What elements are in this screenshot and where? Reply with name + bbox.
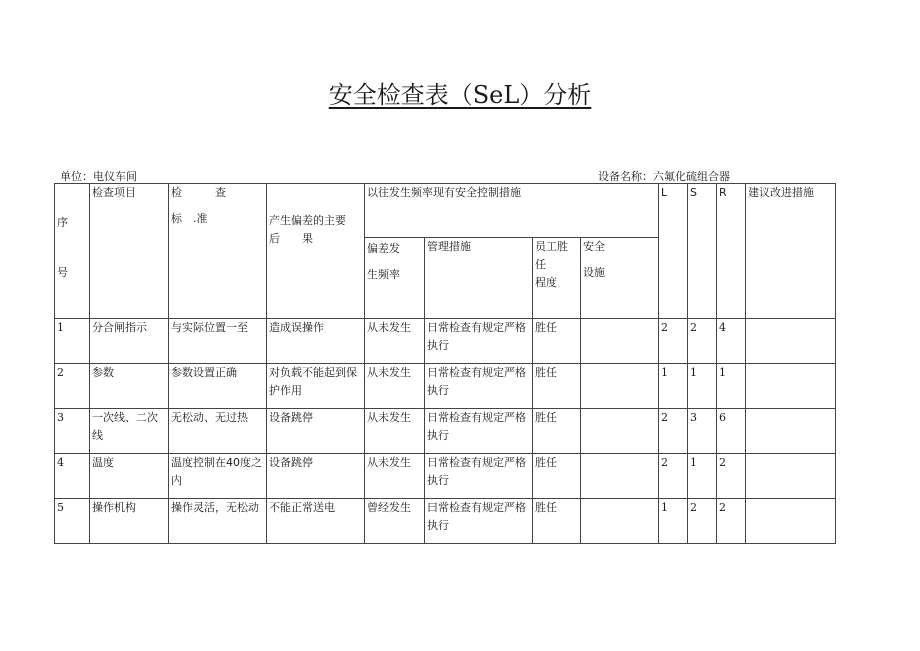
row-number: 3 (55, 409, 90, 454)
row-consequence: 不能正常送电 (267, 499, 365, 544)
row-standard: 操作灵活，无松动 (169, 499, 267, 544)
row-standard: 无松动、无过热 (169, 409, 267, 454)
row-frequency: 曾经发生 (365, 499, 425, 544)
table-row (55, 499, 836, 544)
row-competence: 胜任 (533, 319, 581, 364)
unit-label: 单位：电仪车间 (60, 170, 137, 183)
row-frequency: 从未发生 (365, 454, 425, 499)
header-competence (533, 238, 581, 319)
row-R: 1 (717, 364, 746, 409)
table-row (55, 319, 836, 364)
row-L: 2 (659, 319, 688, 364)
table-row (55, 454, 836, 499)
header-standard (169, 184, 267, 319)
row-frequency: 从未发生 (365, 364, 425, 409)
row-management: 日常检查有规定严格执行 (425, 454, 533, 499)
document-title-text: 安全检查表（SeL）分析 (328, 81, 592, 109)
row-R: 2 (717, 499, 746, 544)
row-competence: 胜任 (533, 409, 581, 454)
header-facility (581, 238, 659, 319)
row-number: 2 (55, 364, 90, 409)
row-item: 参数 (90, 364, 169, 409)
row-frequency: 从未发生 (365, 409, 425, 454)
row-consequence: 设备跳停 (267, 454, 365, 499)
row-R: 6 (717, 409, 746, 454)
header-standard-line2: 标 .准 (171, 212, 208, 225)
row-item: 一次线、二次线 (90, 409, 169, 454)
row-suggestion (746, 454, 836, 499)
row-facility (581, 364, 659, 409)
row-S: 2 (688, 319, 717, 364)
header-facility-line1: 安全 (583, 240, 605, 253)
row-management: 曰常检查有规定严格执行 (425, 499, 533, 544)
row-item: 操作机构 (90, 499, 169, 544)
row-facility (581, 409, 659, 454)
table-row (55, 409, 836, 454)
row-suggestion (746, 499, 836, 544)
row-S: 1 (688, 364, 717, 409)
header-consequence (267, 184, 365, 319)
row-R: 4 (717, 319, 746, 364)
document-title (0, 80, 920, 110)
row-frequency: 从未发生 (365, 319, 425, 364)
row-L: 2 (659, 409, 688, 454)
row-number: 5 (55, 499, 90, 544)
row-number: 4 (55, 454, 90, 499)
header-competence-line1: 员工胜任 (535, 240, 568, 271)
row-R: 2 (717, 454, 746, 499)
row-management: 日常检查有规定严格执行 (425, 364, 533, 409)
header-row-1 (55, 184, 836, 238)
row-item: 分合闸指示 (90, 319, 169, 364)
row-L: 2 (659, 454, 688, 499)
header-S: S (688, 184, 717, 319)
row-management: 日常检查有规定严格执行 (425, 319, 533, 364)
header-frequency (365, 238, 425, 319)
header-seq-bottom: 号 (57, 266, 68, 279)
row-suggestion (746, 364, 836, 409)
row-consequence: 造成误操作 (267, 319, 365, 364)
header-group: 以往发生频率现有安全控制措施 (365, 184, 659, 238)
safety-checklist-table (54, 183, 836, 544)
header-frequency-line2: 生频率 (367, 268, 400, 281)
header-management: 管理措施 (425, 238, 533, 319)
row-management: 日常检查有规定严格执行 (425, 409, 533, 454)
header-R: R (717, 184, 746, 319)
row-facility (581, 454, 659, 499)
header-consequence-line1: 产生偏差的主要 (269, 214, 346, 227)
row-standard: 温度控制在40度之内 (169, 454, 267, 499)
header-facility-line2: 设施 (583, 266, 605, 279)
row-L: 1 (659, 364, 688, 409)
header-item: 检查项目 (90, 184, 169, 319)
row-L: 1 (659, 499, 688, 544)
row-facility (581, 319, 659, 364)
header-competence-line2: 程度 (535, 276, 557, 289)
row-competence: 胜任 (533, 454, 581, 499)
row-competence: 胜任 (533, 499, 581, 544)
header-seq-top: 序 (57, 216, 68, 229)
header-L: L (659, 184, 688, 319)
row-suggestion (746, 409, 836, 454)
equipment-label: 设备名称：六氟化硫组合器 (598, 170, 730, 183)
header-suggestion: 建议改进措施 (746, 184, 836, 319)
header-standard-line1: 检 查 (171, 186, 226, 199)
row-S: 1 (688, 454, 717, 499)
row-facility (581, 499, 659, 544)
row-suggestion (746, 319, 836, 364)
row-competence: 胜任 (533, 364, 581, 409)
row-S: 3 (688, 409, 717, 454)
header-frequency-line1: 偏差发 (367, 242, 400, 255)
table-row (55, 364, 836, 409)
row-S: 2 (688, 499, 717, 544)
row-standard: 与实际位置一至 (169, 319, 267, 364)
header-seq (55, 184, 90, 319)
row-consequence: 对负载不能起到保护作用 (267, 364, 365, 409)
row-consequence: 设备跳停 (267, 409, 365, 454)
row-number: 1 (55, 319, 90, 364)
row-standard: 参数设置正确 (169, 364, 267, 409)
header-consequence-line2: 后 果 (269, 232, 313, 245)
row-item: 温度 (90, 454, 169, 499)
